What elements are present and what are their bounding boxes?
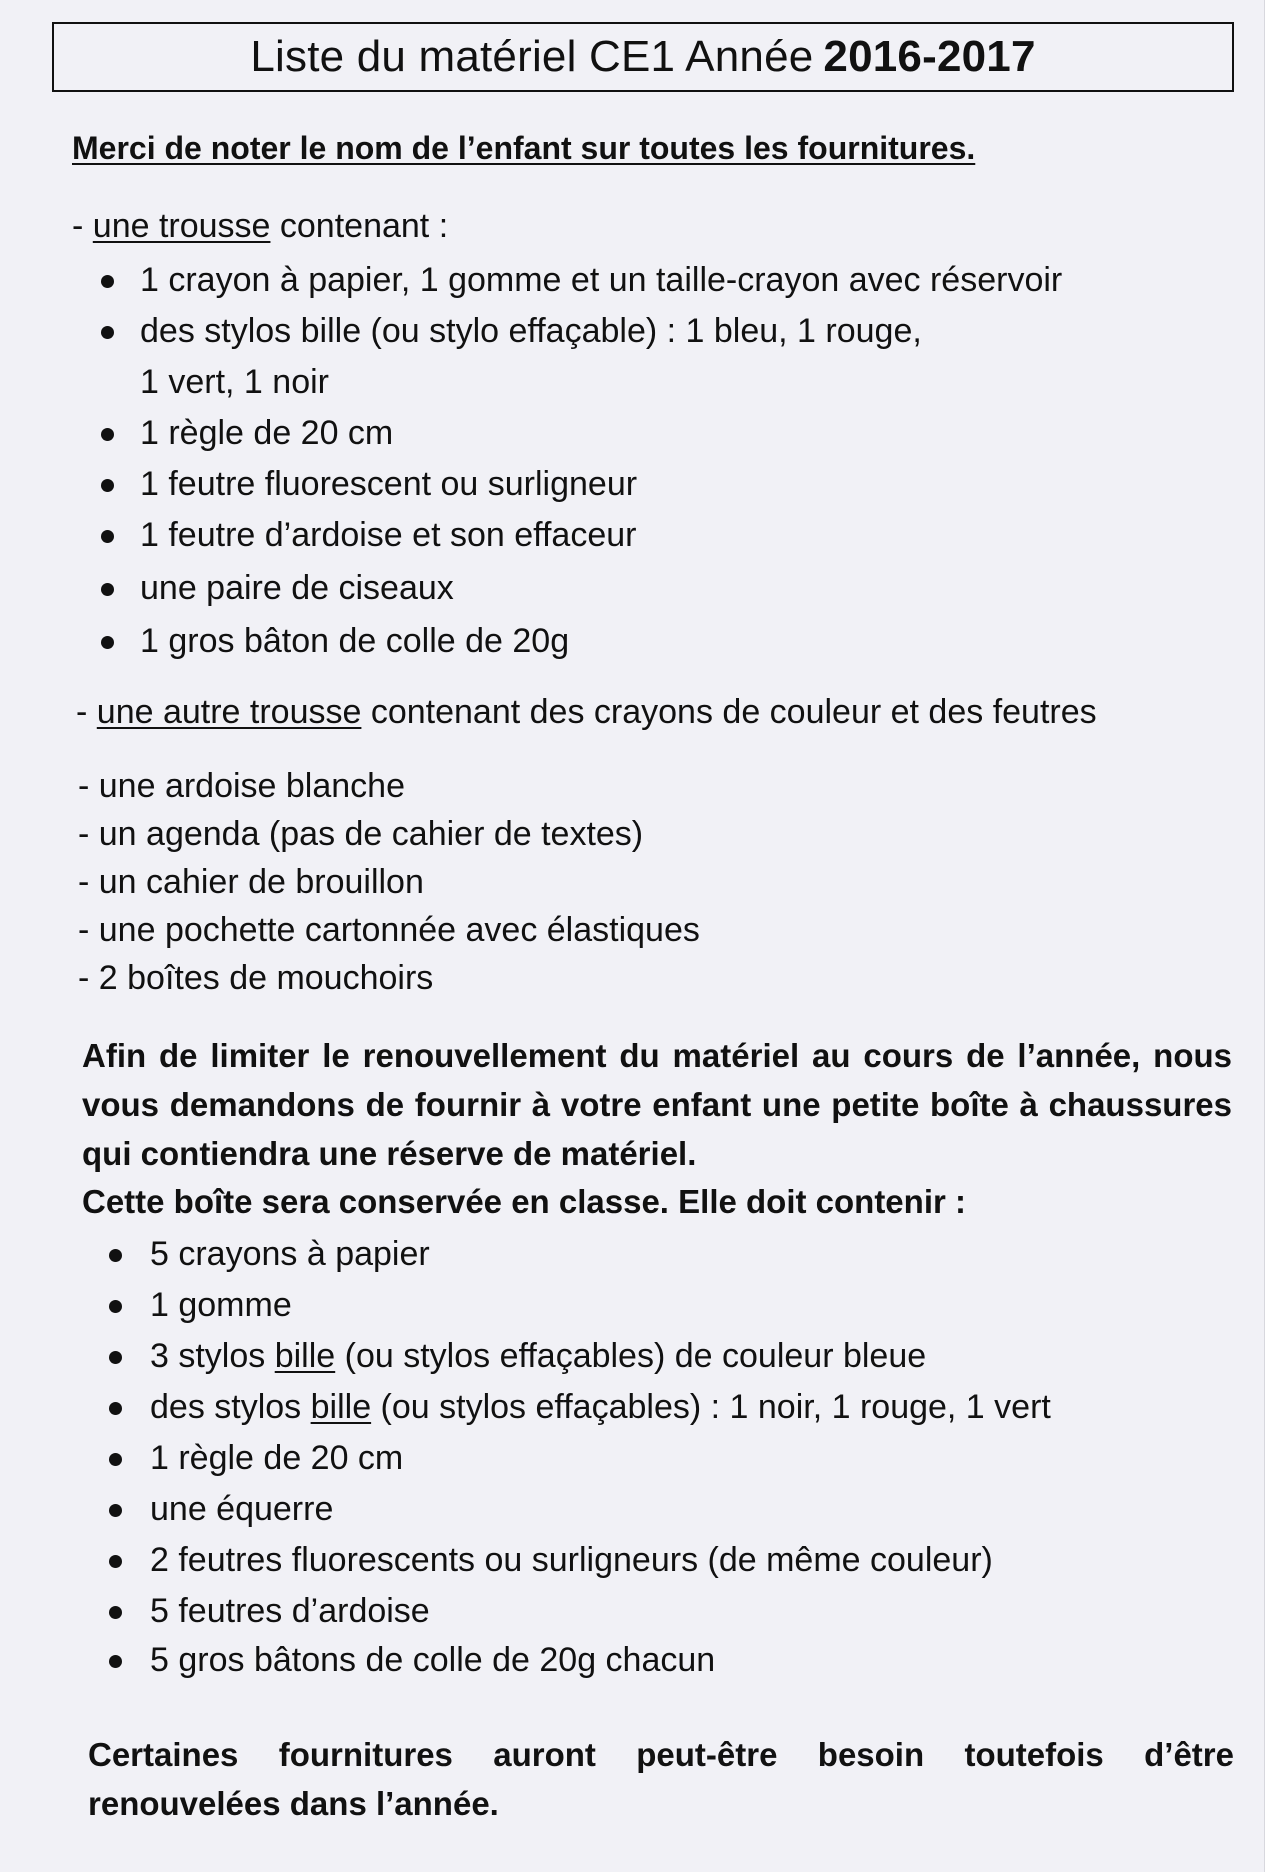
bullet-icon <box>101 275 114 288</box>
reserve-item: une équerre <box>150 1490 334 1528</box>
extra-item: - un cahier de brouillon <box>78 863 424 901</box>
bullet-icon <box>109 1300 122 1313</box>
reserve-item-text: (ou stylos effaçables) : 1 noir, 1 rouge, 1 vert <box>371 1388 1051 1426</box>
extra-item: - une pochette cartonnée avec élastiques <box>78 911 700 949</box>
bullet-icon <box>109 1351 122 1364</box>
notice-text: Merci de noter le nom de l’enfant sur toutes les fournitures. <box>72 130 976 166</box>
trousse-item: des stylos bille (ou stylo effaçable) : 1 bleu, 1 rouge, <box>140 312 922 350</box>
bullet-icon <box>109 1453 122 1466</box>
bullet-icon <box>101 636 114 649</box>
bullet-icon <box>109 1504 122 1517</box>
extra-item: - un agenda (pas de cahier de textes) <box>78 815 644 853</box>
autre-trousse-suffix: contenant des crayons de couleur et des feutres <box>361 693 1097 731</box>
bullet-icon <box>101 583 114 596</box>
title-year: 2016-2017 <box>823 32 1036 81</box>
title-box <box>52 22 1234 92</box>
reserve-item-underlined: bille <box>274 1337 336 1375</box>
reserve-item: 5 crayons à papier <box>150 1235 430 1273</box>
title-text: Liste du matériel CE1 Année <box>250 32 814 81</box>
bullet-icon <box>109 1249 122 1262</box>
reserve-item: 2 feutres fluorescents ou surligneurs (de même couleur) <box>150 1541 993 1579</box>
reserve-intro: Cette boîte sera conservée en classe. Elle doit contenir : <box>82 1183 966 1220</box>
reserve-item-text: des stylos <box>150 1388 311 1426</box>
trousse-label: une trousse <box>92 207 271 245</box>
trousse-item: 1 feutre fluorescent ou surligneur <box>140 465 638 503</box>
reserve-item: 5 feutres d’ardoise <box>150 1592 430 1630</box>
trousse-item: 1 feutre d’ardoise et son effaceur <box>140 516 637 554</box>
bullet-icon <box>109 1555 122 1568</box>
autre-trousse-line <box>76 692 1097 732</box>
trousse-item: une paire de ciseaux <box>140 569 454 607</box>
trousse-suffix: contenant : <box>270 207 449 245</box>
reserve-item-underlined: bille <box>310 1388 372 1426</box>
bullet-icon <box>109 1402 122 1415</box>
bullet-icon <box>101 530 114 543</box>
reserve-paragraph: Afin de limiter le renouvellement du matériel au cours de l’année, nous vous demandons de fournir à votre enfant une petite boîte à chaussures qui contiendra une réserve de matériel. <box>82 1037 1232 1172</box>
extra-item: - une ardoise blanche <box>78 767 406 805</box>
trousse-heading <box>72 206 448 246</box>
bullet-icon <box>109 1606 122 1619</box>
extra-item: - 2 boîtes de mouchoirs <box>78 959 434 997</box>
autre-trousse-prefix: - <box>76 693 97 731</box>
reserve-item <box>150 1336 926 1376</box>
bullet-icon <box>101 428 114 441</box>
trousse-item: 1 règle de 20 cm <box>140 414 394 452</box>
trousse-item: 1 gros bâton de colle de 20g <box>140 622 570 660</box>
bullet-icon <box>109 1655 122 1668</box>
reserve-item <box>150 1387 1051 1427</box>
bullet-icon <box>101 326 114 339</box>
reserve-item: 1 règle de 20 cm <box>150 1439 404 1477</box>
reserve-item-text: (ou stylos effaçables) de couleur bleue <box>335 1337 927 1375</box>
trousse-item-continued: 1 vert, 1 noir <box>140 363 329 401</box>
autre-trousse-label: une autre trousse <box>96 693 362 731</box>
trousse-item: 1 crayon à papier, 1 gomme et un taille-crayon avec réservoir <box>140 261 1063 299</box>
paper-edge <box>1264 0 1272 1872</box>
reserve-item: 5 gros bâtons de colle de 20g chacun <box>150 1641 716 1679</box>
reserve-item-text: 3 stylos <box>150 1337 275 1375</box>
trousse-prefix: - <box>72 207 93 245</box>
reserve-item: 1 gomme <box>150 1286 292 1324</box>
bullet-icon <box>101 479 114 492</box>
closing-paragraph: Certaines fournitures auront peut-être besoin toutefois d’être renouvelées dans l’année. <box>88 1736 1234 1822</box>
